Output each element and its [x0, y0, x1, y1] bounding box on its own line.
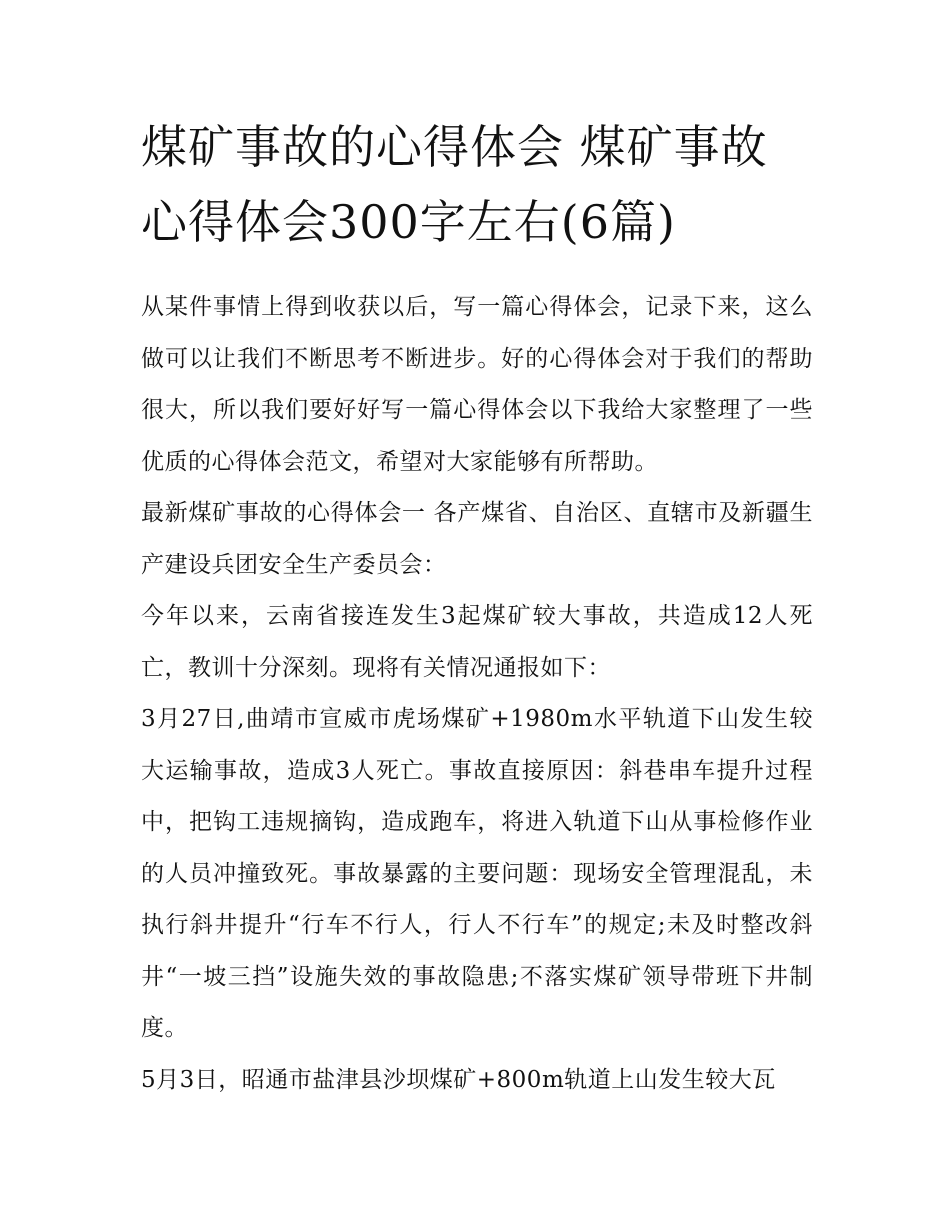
accident-2-paragraph: 5月3日，昭通市盐津县沙坝煤矿+800m轨道上山发生较大瓦 — [141, 1066, 776, 1093]
document-content — [141, 110, 813, 1106]
accident-1-paragraph: 3月27日,曲靖市宣威市虎场煤矿+1980m水平轨道下山发生较大运输事故，造成3人死亡。事故直接原因：斜巷串车提升过程中，把钩工违规摘钩，造成跑车，将进入轨道下山从事检修作业的人员冲撞致死。事故暴露的主要问题：现场安全管理混乱，未执行斜井提升“行车不行人，行人不行车”的规定;未及时整改斜井“一坡三挡”设施失效的事故隐患;不落实煤矿领导带班下井制度。 — [141, 706, 813, 1041]
section-heading-paragraph: 最新煤矿事故的心得体会一 各产煤省、自治区、直辖市及新疆生产建设兵团安全生产委员会： — [141, 500, 813, 578]
intro-paragraph: 从某件事情上得到收获以后，写一篇心得体会，记录下来，这么做可以让我们不断思考不断进步。好的心得体会对于我们的帮助很大，所以我们要好好写一篇心得体会以下我给大家整理了一些优质的心得体会范文，希望对大家能够有所帮助。 — [141, 294, 813, 475]
summary-paragraph: 今年以来，云南省接连发生3起煤矿较大事故，共造成12人死亡，教训十分深刻。现将有关情况通报如下： — [141, 603, 813, 681]
document-title: 煤矿事故的心得体会 煤矿事故心得体会300字左右(6篇) — [141, 120, 768, 249]
document-body — [141, 282, 813, 1106]
